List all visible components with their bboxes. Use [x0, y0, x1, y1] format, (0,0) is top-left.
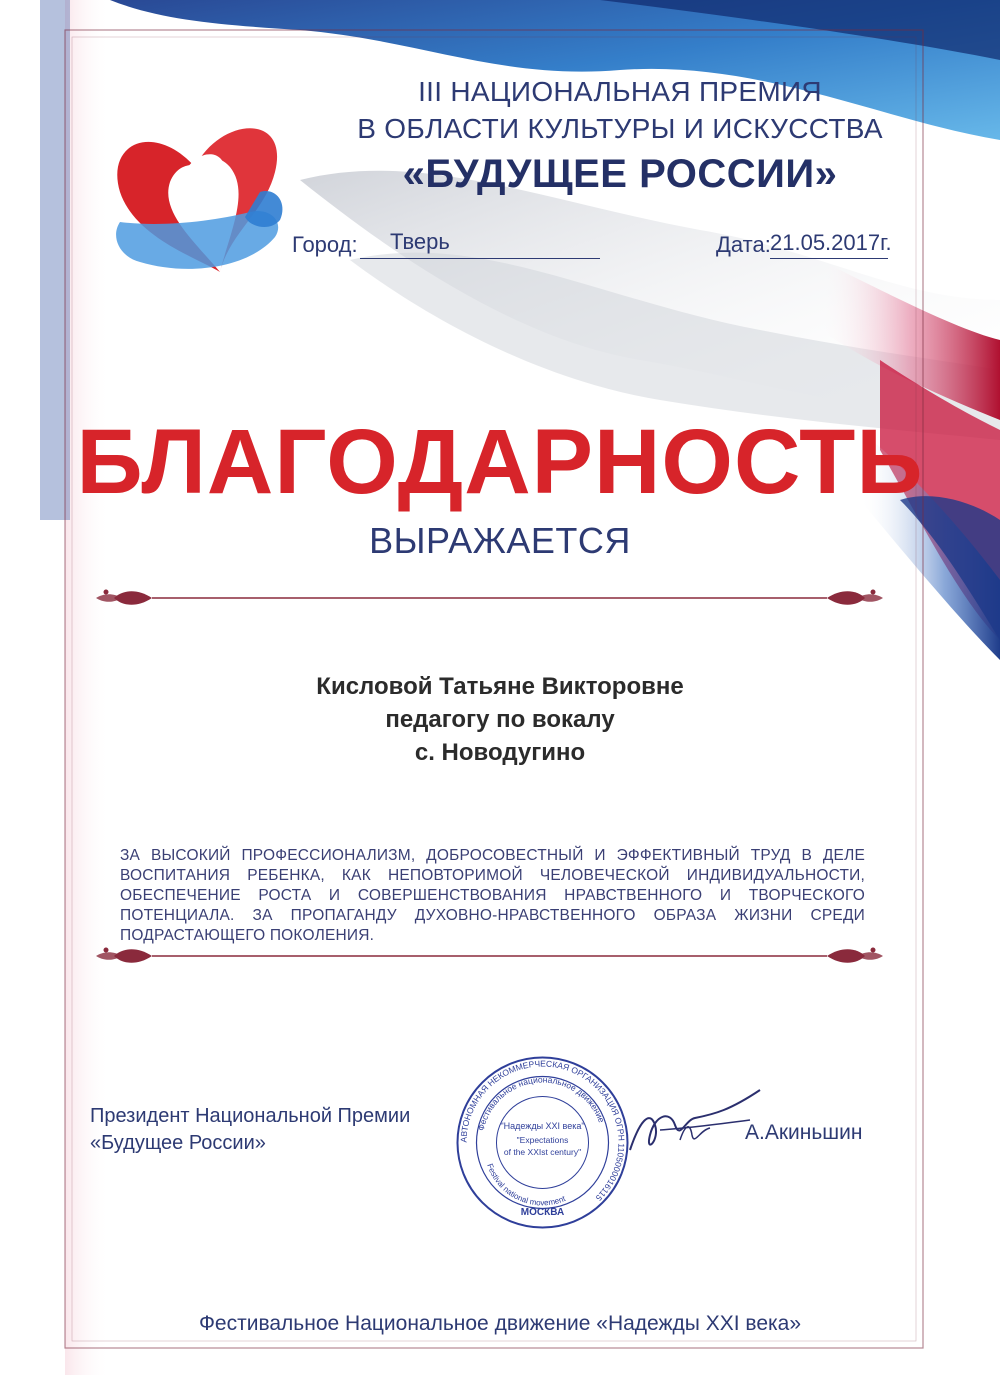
ornament-divider	[92, 586, 887, 610]
award-field: В ОБЛАСТИ КУЛЬТУРЫ И ИСКУССТВА	[357, 113, 883, 144]
gratitude-reason: ЗА ВЫСОКИЙ ПРОФЕССИОНАЛИЗМ, ДОБРОСОВЕСТНЫЙ И ЭФФЕКТИВНЫЙ ТРУД В ДЕЛЕ ВОСПИТАНИЯ РЕБЕНКА, КАК НЕПОВТОРИМОЙ ЧЕЛОВЕЧЕСКОЙ ИНДИВИДУАЛЬНОСТИ, ОБЕСПЕЧЕНИЕ РОСТА И СОВЕРШЕНСТВОВАНИЯ НРАВСТВЕННОГО И ТВОРЧЕСКОГО ПОТЕНЦИАЛА. ЗА ПРОПАГАНДУ ДУХОВНО-НРАВСТВЕННОГО ОБРАЗА ЖИЗНИ СРЕДИ ПОДРАСТАЮЩЕГО ПОКОЛЕНИЯ.	[120, 847, 865, 944]
recipient-position: педагогу по вокалу	[385, 706, 615, 733]
city-value: Тверь	[390, 229, 450, 254]
seal-center-en-1: "Expectations	[516, 1135, 569, 1145]
date-label: Дата:	[716, 232, 771, 257]
president-line-2: «Будущее России»	[90, 1132, 266, 1154]
seal-center-ru: "Надежды XXI века"	[500, 1121, 585, 1131]
president-title	[90, 1103, 410, 1157]
seal-bottom-text: Festival national movement	[485, 1162, 567, 1208]
date-underline	[770, 258, 888, 259]
award-edition: III НАЦИОНАЛЬНАЯ ПРЕМИЯ	[418, 76, 822, 107]
document-subtitle: ВЫРАЖАЕТСЯ	[369, 520, 631, 561]
organization-seal	[455, 1055, 630, 1230]
date-value: 21.05.2017г.	[770, 230, 892, 255]
seal-city: МОСКВА	[520, 1207, 565, 1218]
seal-inner-text: Фестивальное национальное движение	[475, 1074, 607, 1132]
recipient-place: с. Новодугино	[414, 739, 586, 766]
recipient-name: Кисловой Татьяне Викторовне	[316, 673, 684, 700]
signer-name: А.Акиньшин	[745, 1121, 863, 1144]
svg-text:Festival national movement	[485, 1162, 567, 1207]
city-underline	[360, 258, 600, 259]
footer-organization: Фестивальное Национальное движение «Надежды XXI века»	[198, 1312, 802, 1335]
ornament-divider-bottom	[92, 944, 887, 968]
president-line-1: Президент Национальной Премии	[90, 1105, 411, 1127]
seal-center-en-2: of the XXIst century"	[503, 1147, 582, 1157]
city-label: Город:	[292, 232, 358, 257]
seal-outer-text: АВТОНОМНАЯ НЕКОММЕРЧЕСКАЯ ОРГАНИЗАЦИЯ ОГРН 1105000016115	[458, 1058, 627, 1203]
award-name: «БУДУЩЕЕ РОССИИ»	[402, 152, 838, 196]
document-title: БЛАГОДАРНОСТЬ	[76, 411, 924, 513]
